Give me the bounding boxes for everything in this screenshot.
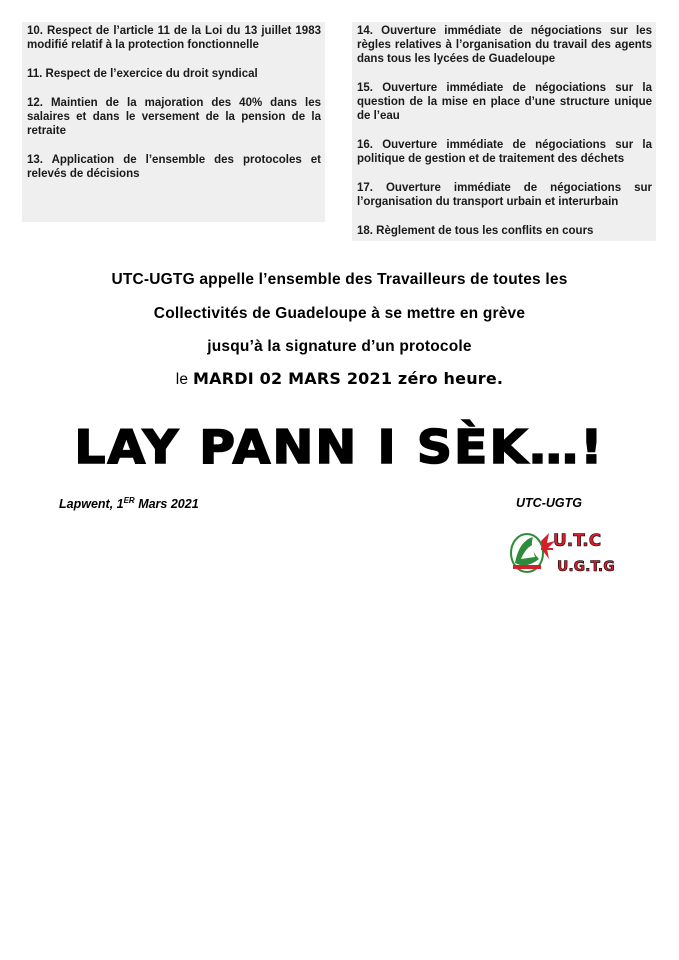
date-place: Lapwent, 1	[59, 497, 124, 512]
strike-call-line-1: UTC-UGTG appelle l’ensemble des Travailleurs de toutes les	[111, 271, 568, 288]
headline-slogan: LAY PANN I SÈK…!	[74, 420, 605, 474]
utc-ugtg-logo	[505, 519, 617, 579]
date-ordinal: ER	[123, 496, 135, 505]
strike-date: MARDI 02 MARS 2021 zéro heure.	[193, 369, 504, 388]
date-rest: Mars 2021	[134, 497, 199, 512]
strike-call-line-2: Collectivités de Guadeloupe à se mettre en grève	[153, 305, 526, 322]
logo-top-text: U.T.C	[553, 531, 602, 551]
strike-date-line	[0, 369, 679, 389]
demand-item: 11. Respect de l’exercice du droit syndical	[27, 68, 258, 80]
demand-item: 14. Ouverture immédiate de négociations sur les règles relatives à l’organisation du travail des agents dans tous les lycées de Guadeloupe	[357, 25, 652, 65]
logo-bottom-text: U.G.T.G	[557, 559, 615, 575]
strike-date-prefix: le	[175, 371, 189, 388]
demand-item: 13. Application de l’ensemble des protocoles et relevés de décisions	[27, 154, 321, 180]
strike-call-line-3: jusqu’à la signature d’un protocole	[207, 338, 472, 355]
demand-item: 17. Ouverture immédiate de négociations sur l’organisation du transport urbain et interurbain	[357, 182, 652, 208]
demands-right-column	[352, 22, 656, 241]
demand-item: 15. Ouverture immédiate de négociations sur la question de la mise en place d’une structure unique de l’eau	[357, 82, 652, 122]
signature-date	[59, 496, 199, 511]
demand-item: 12. Maintien de la majoration des 40% dans les salaires et dans le versement de la pension de la retraite	[27, 97, 321, 137]
demands-left-column	[22, 22, 325, 222]
demand-item: 18. Règlement de tous les conflits en cours	[357, 225, 594, 237]
signature-org: UTC-UGTG	[516, 496, 582, 510]
demand-item: 10. Respect de l’article 11 de la Loi du 13 juillet 1983 modifié relatif à la protection fonctionnelle	[27, 25, 321, 51]
demand-item: 16. Ouverture immédiate de négociations sur la politique de gestion et de traitement des déchets	[357, 139, 652, 165]
